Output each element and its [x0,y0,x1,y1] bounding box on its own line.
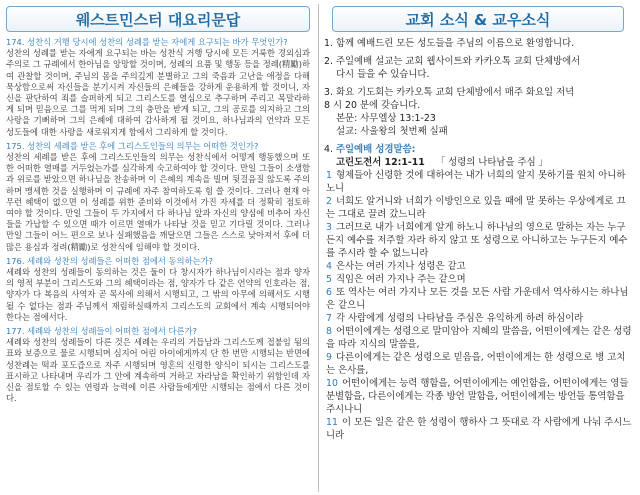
catechism-answer: 성찬의 세례를 받은 후에 그리스도인들의 의무는 성찬식에서 어떻게 행동했으며 또한 어떠한 열매를 거두었는가를 심각하게 숙고하여야 할 것이다. 만일 그들이 소생함과 위로를 받았으면 하나님을 찬송하며 이 은혜의 계속을 빌며 뒷걸음질 않도록 주의하며 맹세한 것을 실행하며 이 규례에 자주 참여하도록 힘 쓸 것이다. 그러나 현재 아무런 혜택이 없으면 이 성례를 위한 준비와 이것에서 가진 자세를 더 정확히 점토하여야 할 것이다. 만일 그들이 두 가지에서 다 하나님 앞과 자신의 양심에 비추어 자신들을 가납할 수 있으면 때가 이르면 열매가 나타날 것을 믿고 기다릴 것이다. 그러나 만일 그들이 어느 편으로 보나 실패했음을 깨달으면 그들은 스스로 낮아져서 후에 더 많은 용심과 정려(精勵)로 성찬식에 임해야 할 것이다. [6,152,310,252]
verse-text: 또 역사는 여러 가지나 모든 것을 모든 사람 가운데서 역사하시는 하나님은 같으니 [326,287,629,311]
notice-number: 2. [324,56,333,67]
verse-item [324,286,632,312]
verse-item [324,260,632,273]
verse-number: 4 [326,261,332,272]
verse-text: 너희도 알거니와 너희가 이방인으로 있을 때에 말 못하는 우상에게로 끄는 그대로 끌려 갔느니라 [326,196,626,220]
verse-number: 1 [326,170,332,181]
news-title: 교회 소식 & 교우소식 [332,6,624,32]
catechism-question: 176. 세례와 성찬의 성례들은 어떠한 점에서 동의하는가? [6,255,214,266]
catechism-section-176 [6,256,310,323]
verse-item [324,312,632,325]
verse-number: 9 [326,352,332,363]
catechism-section-177 [6,326,310,404]
verse-item [324,273,632,286]
verse-item [324,325,632,351]
verse-item [324,195,632,221]
verse-text: 직임은 여러 가지나 주는 같으며 [335,274,466,285]
verse-item [324,416,632,442]
verse-number: 3 [326,222,332,233]
sermon-text-reference: 본문: 사무엘상 13:1-23 [336,113,436,124]
notice-text: 화요 기도회는 카카오톡 교회 단체방에서 매주 화요일 저녁 [335,87,575,98]
news-column [316,0,640,495]
notice-text: 다시 들을 수 있습니다. [336,69,430,80]
verse-text: 어떤이에게는 능력 행함을, 어떤이에게는 예언함을, 어떤이에게는 영들 분별함을, 다른이에게는 각종 방언 말함을, 어떤이에게는 방언들 통역함을 주시나니 [326,378,629,415]
verse-text: 다른이에게는 같은 성령으로 믿음을, 어떤이에게는 한 성령으로 병 고치는 은사를, [326,352,626,376]
catechism-section-174 [6,37,310,138]
notice-item-1 [324,37,632,50]
catechism-question: 175. 성찬의 세례를 받은 후에 그리스도인들의 의무는 어떠한 것인가? [6,140,259,151]
sermon-title: 설교: 사울왕의 첫번째 실패 [336,126,448,137]
verse-number: 6 [326,287,332,298]
verse-item [324,221,632,260]
notice-number: 1. [324,38,333,49]
scripture-subtitle: 「 성령의 나타남을 주심 」 [435,157,548,168]
verse-number: 8 [326,326,332,337]
catechism-question: 177. 세례와 성찬의 성례들이 어떠한 점에서 다른가? [6,326,197,337]
verse-text: 어떤이에게는 성령으로 말미암아 지혜의 말씀을, 어떤이에게는 같은 성령을 따라 지식의 말씀을, [326,326,632,350]
catechism-section-175 [6,141,310,253]
verse-number: 10 [326,378,338,389]
verse-item [324,377,632,416]
verse-number: 5 [326,274,332,285]
catechism-answer: 세례와 성찬의 성례들이 동의하는 것은 둘이 다 창시자가 하나님이시라는 점과 양자의 영적 부분이 그리스도와 그의 혜택이라는 점, 양자가 다 같은 언약의 인호라는 점, 양자가 다 복음의 사역자 곧 목사에 의해서 시행되고, 그 밖의 아무에 의해서도 시행될 수 없다는 점과 주님께서 재림하실때까지 그리스도의 교회에서 계속 시행되어야 한다는 점에서다. [6,267,310,322]
verse-number: 7 [326,313,332,324]
verse-item [324,169,632,195]
verse-text: 그러므로 내가 너희에게 알게 하노니 하나님의 영으로 말하는 자는 누구든지 예수를 저주할 자라 하지 않고 또 성령으로 아니하고는 누구든지 예수를 주시라 할 수 없느니라 [326,222,628,259]
catechism-answer: 성찬의 성례를 받는 자에게 요구되는 바는 성찬식 거행 당시에 모든 거룩한 경외심과 주의로 그 규례에서 한아님을 앙망할 것이며, 성례의 요품 및 행동 등을 정례(精勵)하여 관찰할 것이며, 주님의 몸을 주의깊게 분별하고 그의 죽음과 고난을 애정을 다해 묵상함으로써 자신들을 분기시켜 자신들의 은혜들을 강하게 운용하게 할 것이니, 자신을 판단하여 죄를 슬퍼하게 되고 그리스도를 열심으로 추구하며 주리고 목말라하게 되며 믿음으로 그를 먹게 되며 그의 충만을 받게 되고, 그의 공로를 의지하고 그의 사랑을 기뻐하며 그의 은혜에 대하여 감사하게 될 것이요, 하나님과의 언약과 모든 성도들에 대한 사랑을 새로워지게 함에서 그리하게 할 것이다. [6,48,310,137]
scripture-reading [324,143,632,169]
catechism-answer: 세례와 성찬의 성례들이 다른 것은 세례는 우리의 거듭남과 그리스도께 접붙임 됨의 표와 보증으로 물로 시행되며 심지어 어린 아이에게까지 단 한 번만 시행되는 반면에 성찬례는 떡과 포도즙으로 자주 시행되며 영혼의 신령한 양식이 되시는 그리스도를 표시하고 나타내며 우리가 그 안에 계속하여 거하고 자라남을 확인하기 위함인데 자신을 점토할 수 있는 연령과 능력에 이른 사람들에게만 시행되는 점에서 다른 것이다. [6,337,310,404]
notice-text: 8 시 20 분에 갖습니다. [324,100,421,111]
notice-number: 4. [324,144,333,155]
verse-text: 이 모든 일은 같은 한 성령이 행하사 그 뜻대로 각 사람에게 나눠 주시느니라 [326,417,632,441]
catechism-title: 웨스트민스터 대요리문답 [6,6,310,32]
verse-number: 2 [326,196,332,207]
verse-number: 11 [326,417,338,428]
scripture-lead: 주일예배 성경말씀: [335,144,416,155]
verse-text: 각 사람에게 성령의 나타남을 주심은 유익하게 하려 하심이라 [335,313,584,324]
catechism-column [0,0,316,495]
notice-item-2 [324,55,632,81]
verse-text: 형제들아 신령한 것에 대하여는 내가 너희의 알지 못하기를 원치 아니하노니 [326,170,626,194]
verse-item [324,351,632,377]
catechism-question: 174. 성찬식 거행 당시에 성찬의 성례를 받는 자에게 요구되는 바가 무엇인가? [6,37,288,47]
verse-list [324,169,632,442]
verse-text: 은사는 여러 가지나 성령은 같고 [335,261,466,272]
notice-text: 함께 예배드린 모든 성도들을 주님의 이름으로 환영합니다. [335,38,575,49]
notice-number: 3. [324,87,333,98]
notice-text: 주일예배 설교는 교회 웹사이트와 카카오톡 교회 단체방에서 [335,56,581,67]
scripture-reference: 고린도전서 12:1-11 [336,157,425,168]
notice-item-3 [324,86,632,138]
